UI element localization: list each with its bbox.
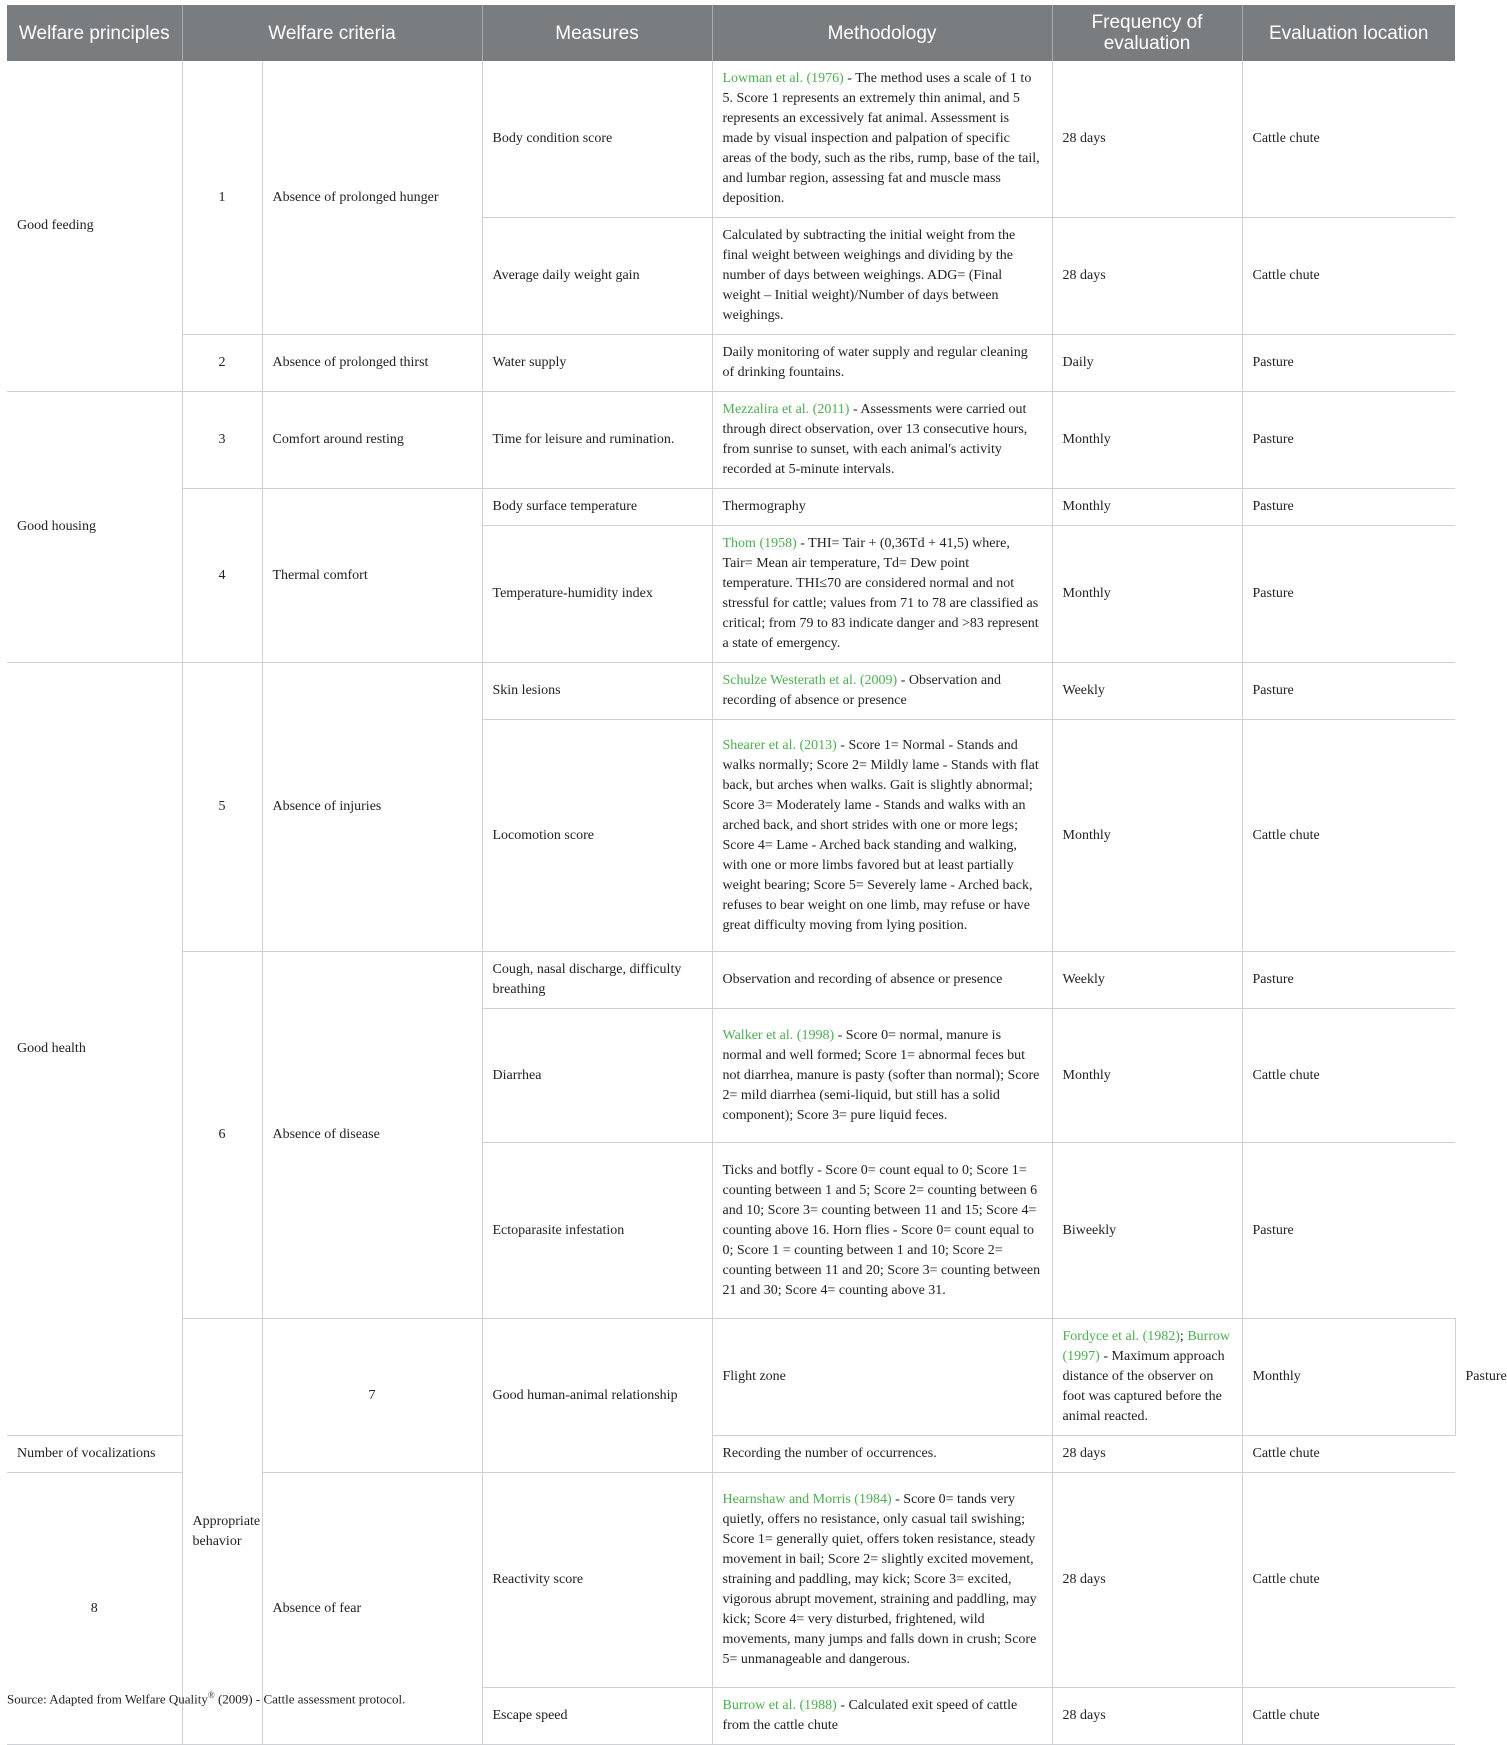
methodology-cell	[712, 392, 1052, 489]
table-row	[7, 335, 1455, 392]
methodology-text: - Calculated exit speed of cattle from the cattle chute	[722, 1698, 1018, 1733]
reference-link[interactable]: Burrow et al. (1988)	[722, 1698, 837, 1713]
location-cell: Pasture	[1242, 663, 1455, 720]
methodology-cell: Calculated by subtracting the initial weight from the final weight between weighings and dividing by the number of days between weighings. ADG= (Final weight – Initial weight)/Number of days between weighings.	[712, 218, 1052, 335]
criterion-name: Absence of prolonged hunger	[262, 61, 482, 335]
location-cell: Cattle chute	[1242, 61, 1455, 218]
frequency-cell: 28 days	[1052, 61, 1242, 218]
location-cell: Pasture	[1242, 489, 1455, 526]
frequency-cell: Monthly	[1052, 489, 1242, 526]
frequency-cell: Weekly	[1052, 663, 1242, 720]
methodology-text: - Score 1= Normal - Stands and walks normally; Score 2= Mildly lame - Stands with flat back, but arches when walks. Gait is slightly abnormal; Score 3= Moderately lame - Stands and walks with an arched back, and short strides with one or more legs; Score 4= Lame - Arched back standing and walking, with one or more limbs favored but at least partially weight bearing; Score 5= Severely lame - Arched back, refuses to bear weight on one limb, may refuse or have great difficulty moving from lying position.	[722, 737, 1039, 933]
criterion-number: 5	[182, 663, 262, 952]
methodology-text: - Score 0= normal, manure is normal and well formed; Score 1= abnormal feces but not diarrhea, manure is pasty (softer than normal); Score 2= mild diarrhea (semi-liquid, but still has a solid component); Score 3= pure liquid feces.	[722, 1027, 1040, 1123]
location-cell: Pasture	[1242, 526, 1455, 663]
frequency-cell: Monthly	[1242, 1319, 1455, 1436]
frequency-cell: 28 days	[1052, 1436, 1242, 1473]
reference-link[interactable]: Lowman et al. (1976)	[722, 71, 844, 86]
methodology-cell: Daily monitoring of water supply and regular cleaning of drinking fountains.	[712, 335, 1052, 392]
principle-cell: Good health	[7, 663, 182, 1436]
frequency-cell: 28 days	[1052, 1473, 1242, 1688]
measure-cell: Body condition score	[482, 61, 712, 218]
header-welfare-principles: Welfare principles	[7, 5, 182, 61]
table-row: Appropriate behavior 7 Good human-animal relationship Flight zone Fordyce et al. (1982); Burrow (1997) - Maximum approach distance of the observer on foot was captured before the animal reacted. Monthly Pasture	[7, 1319, 1455, 1436]
methodology-cell	[712, 61, 1052, 218]
criterion-number: 8	[7, 1473, 182, 1745]
methodology-cell	[1052, 1319, 1242, 1436]
criterion-name: Thermal comfort	[262, 489, 482, 663]
welfare-table	[7, 5, 1507, 1745]
location-cell: Pasture	[1242, 952, 1455, 1009]
criterion-number: 1	[182, 61, 262, 335]
measure-cell: Skin lesions	[482, 663, 712, 720]
frequency-cell: Weekly	[1052, 952, 1242, 1009]
measure-cell: Number of vocalizations	[7, 1436, 182, 1473]
principle-cell: Appropriate behavior	[182, 1319, 262, 1745]
methodology-text: - Assessments were carried out through direct observation, over 13 consecutive hours, from sunrise to sunset, with each animal's activity recorded at 5-minute intervals.	[722, 402, 1028, 477]
methodology-cell	[712, 720, 1052, 952]
criterion-number: 4	[182, 489, 262, 663]
reference-separator: ;	[1179, 1329, 1188, 1344]
measure-cell: Ectoparasite infestation	[482, 1143, 712, 1319]
measure-cell: Locomotion score	[482, 720, 712, 952]
measure-cell: Cough, nasal discharge, difficulty breathing	[482, 952, 712, 1009]
table-row	[7, 952, 1455, 1009]
table-row	[7, 61, 1455, 218]
header-welfare-criteria: Welfare criteria	[182, 5, 482, 61]
measure-cell: Reactivity score	[482, 1473, 712, 1688]
reference-link[interactable]: Walker et al. (1998)	[722, 1027, 835, 1043]
header-row	[7, 5, 1455, 61]
criterion-name: Comfort around resting	[262, 392, 482, 489]
measure-cell: Water supply	[482, 335, 712, 392]
measure-cell: Flight zone	[712, 1319, 1052, 1436]
methodology-text: - THI= Tair + (0,36Td + 41,5) where, Tair= Mean air temperature, Td= Dew point temperature. THI≤70 are considered normal and not stressful for cattle; values from 71 to 78 are classified as critical; from 79 to 83 indicate danger and >83 represent a state of emergency.	[722, 536, 1039, 651]
methodology-cell	[712, 1473, 1052, 1688]
source-prefix: Source: Adapted from Welfare Quality	[7, 1691, 208, 1707]
table-row	[7, 489, 1455, 526]
principle-cell: Good housing	[7, 392, 182, 663]
reference-link[interactable]: Burrow (1997)	[1062, 1329, 1231, 1364]
frequency-cell: Monthly	[1052, 392, 1242, 489]
location-cell: Cattle chute	[1242, 1009, 1455, 1143]
table-container	[7, 5, 1507, 1745]
methodology-cell	[712, 1009, 1052, 1143]
criterion-number: 3	[182, 392, 262, 489]
measure-cell: Temperature-humidity index	[482, 526, 712, 663]
reference-link[interactable]: Mezzalira et al. (2011)	[722, 402, 850, 417]
location-cell: Pasture	[1242, 392, 1455, 489]
measure-cell: Diarrhea	[482, 1009, 712, 1143]
methodology-cell	[712, 526, 1052, 663]
criterion-name: Absence of fear	[262, 1473, 482, 1745]
methodology-text: - Score 0= tands very quietly, offers no resistance, only casual tail swishing; Score 1= generally quiet, offers token resistance, steady movement in bail; Score 2= slightly excited movement, straining and paddling, may kick; Score 3= excited, vigorous abrupt movement, straining and paddling, may kick; Score 4= very disturbed, frightened, wild movements, many jumps and falls down in crush; Score 5= unmanageable and dangerous.	[722, 1492, 1037, 1667]
registered-mark: ®	[207, 1690, 215, 1700]
frequency-cell: 28 days	[1052, 218, 1242, 335]
source-suffix: (2009) - Cattle assessment protocol.	[214, 1691, 406, 1707]
criterion-name: Good human-animal relationship	[482, 1319, 712, 1473]
methodology-text: - Observation and recording of absence or presence	[722, 673, 1002, 708]
header-measures: Measures	[482, 5, 712, 61]
header-location: Evaluation location	[1242, 5, 1455, 61]
criterion-number: 2	[182, 335, 262, 392]
methodology-text: - Maximum approach distance of the observer on foot was captured before the animal reacted.	[1062, 1349, 1225, 1424]
methodology-cell: Thermography	[712, 489, 1052, 526]
frequency-cell: 28 days	[1052, 1688, 1242, 1745]
criterion-number: 6	[182, 952, 262, 1319]
measure-cell: Time for leisure and rumination.	[482, 392, 712, 489]
criterion-name: Absence of disease	[262, 952, 482, 1319]
table-row	[7, 392, 1455, 489]
location-cell: Pasture	[1242, 1143, 1455, 1319]
methodology-cell	[712, 1688, 1052, 1745]
reference-link[interactable]: Fordyce et al. (1982)	[1062, 1329, 1180, 1344]
frequency-cell: Monthly	[1052, 526, 1242, 663]
criterion-name: Absence of prolonged thirst	[262, 335, 482, 392]
reference-link[interactable]: Shearer et al. (2013)	[722, 737, 837, 753]
location-cell: Cattle chute	[1242, 1473, 1455, 1688]
frequency-cell: Biweekly	[1052, 1143, 1242, 1319]
reference-link[interactable]: Thom (1958)	[722, 536, 797, 551]
header-methodology: Methodology	[712, 5, 1052, 61]
reference-link[interactable]: Schulze Westerath et al. (2009)	[722, 673, 898, 688]
criterion-number: 7	[262, 1319, 482, 1473]
frequency-cell: Monthly	[1052, 1009, 1242, 1143]
measure-cell: Body surface temperature	[482, 489, 712, 526]
header-frequency: Frequency of evaluation	[1052, 5, 1242, 61]
methodology-cell: Recording the number of occurrences.	[712, 1436, 1052, 1473]
source-note	[7, 1690, 405, 1707]
criterion-name: Absence of injuries	[262, 663, 482, 952]
location-cell: Cattle chute	[1242, 1688, 1455, 1745]
principle-cell: Good feeding	[7, 61, 182, 392]
measure-cell: Escape speed	[482, 1688, 712, 1745]
methodology-cell: Observation and recording of absence or presence	[712, 952, 1052, 1009]
location-cell: Cattle chute	[1242, 1436, 1455, 1473]
location-cell: Cattle chute	[1242, 218, 1455, 335]
frequency-cell: Daily	[1052, 335, 1242, 392]
measure-cell: Average daily weight gain	[482, 218, 712, 335]
table-row	[7, 663, 1455, 720]
location-cell: Pasture	[1242, 335, 1455, 392]
frequency-cell: Monthly	[1052, 720, 1242, 952]
methodology-text: - The method uses a scale of 1 to 5. Score 1 represents an extremely thin animal, and 5 represents an excessively fat animal. Assessment is made by visual inspection and palpation of specific areas of the body, such as the ribs, rump, base of the tail, and lumbar region, assessing fat and muscle mass deposition.	[722, 71, 1040, 206]
reference-link[interactable]: Hearnshaw and Morris (1984)	[722, 1492, 892, 1507]
location-cell: Cattle chute	[1242, 720, 1455, 952]
methodology-cell	[712, 663, 1052, 720]
methodology-cell: Ticks and botfly - Score 0= count equal to 0; Score 1= counting between 1 and 5; Score 2= counting between 6 and 10; Score 3= counting between 11 and 15; Score 4= counting above 16. Horn flies - Score 0= count equal to 0; Score 1 = counting between 1 and 10; Score 2= counting between 11 and 20; Score 3= counting between 21 and 30; Score 4= counting above 31.	[712, 1143, 1052, 1319]
